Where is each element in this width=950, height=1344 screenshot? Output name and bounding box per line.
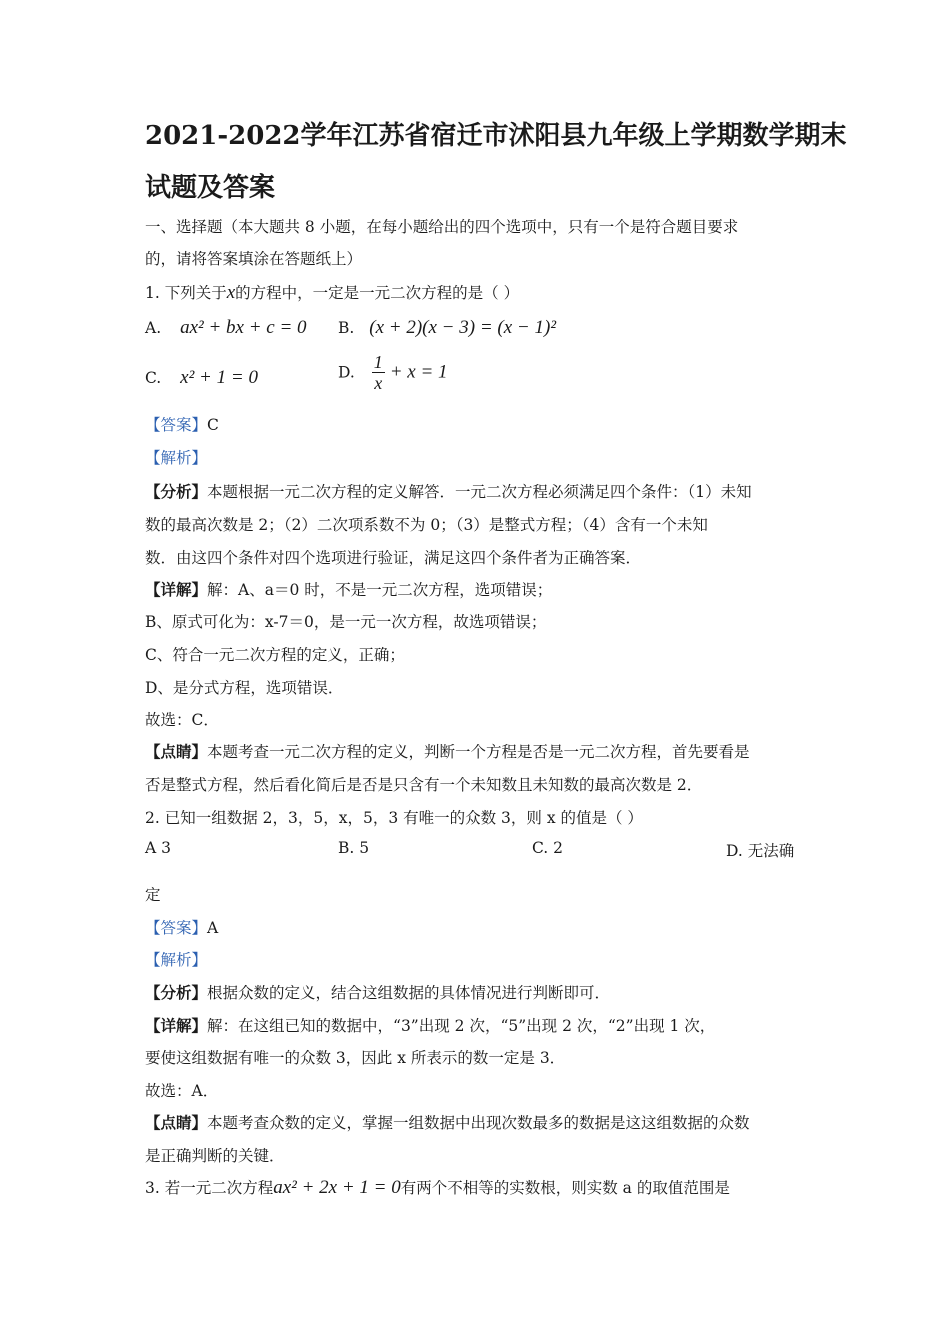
q1-option-d-fraction: $\frac{1}{x}$ bbox=[373, 352, 383, 393]
q2-xiangjie-line2: 要使这组数据有唯一的众数 3，因此 x 所表示的数一定是 3． bbox=[145, 1049, 566, 1067]
section-heading-line1: 一、选择题（本大题共 8 小题，在每小题给出的四个选项中，只有一个是符合题目要求 bbox=[145, 218, 739, 236]
q1-option-d-expr: + x = 1 bbox=[389, 361, 448, 383]
q2-option-a: A 3 bbox=[145, 839, 171, 857]
q1-option-b-expr: (x + 2)(x − 3) = (x − 1)² bbox=[369, 317, 557, 338]
q2-option-b: B. 5 bbox=[338, 839, 370, 857]
q2-dianjing-line2: 是正确判断的关键． bbox=[145, 1147, 285, 1165]
q2-dianjing-line1: 【点睛】本题考查众数的定义，掌握一组数据中出现次数最多的数据是这这组数据的众数 bbox=[145, 1113, 750, 1132]
q1-option-c: C. x² + 1 = 0 bbox=[145, 367, 258, 388]
q1-dianjing-line2: 否是整式方程，然后看化简后是否是只含有一个未知数且未知数的最高次数是 2． bbox=[145, 776, 703, 794]
q1-stem: 1. 下列关于x的方程中，一定是一元二次方程的是（ ） bbox=[145, 282, 520, 303]
q1-option-b: B. (x + 2)(x − 3) = (x − 1)² bbox=[338, 317, 557, 338]
q2-option-c: C. 2 bbox=[532, 839, 564, 857]
q1-xiangjie-line3: C、符合一元二次方程的定义，正确； bbox=[145, 646, 405, 664]
q1-option-a: A. ax² + bx + c = 0 bbox=[145, 317, 307, 338]
q1-xiangjie-line4: D、是分式方程，选项错误． bbox=[145, 679, 344, 697]
q2-fenxi-line1: 【分析】根据众数的定义，结合这组数据的具体情况进行判断即可． bbox=[145, 983, 611, 1002]
section-heading-line2: 的，请将答案填涂在答题纸上） bbox=[145, 250, 363, 268]
q1-option-a-expr: ax² + bx + c = 0 bbox=[180, 317, 307, 338]
q2-option-d: D. 无法确 bbox=[726, 842, 795, 860]
q2-xiangjie-line1: 【详解】解：在这组已知的数据中，“3”出现 2 次，“5”出现 2 次，“2”出现 1 次， bbox=[145, 1016, 716, 1035]
q2-answer: 【答案】A bbox=[145, 919, 219, 937]
q2-option-d-continued: 定 bbox=[145, 886, 161, 904]
q2-xiangjie-line3: 故选：A． bbox=[145, 1082, 219, 1100]
q3-stem: 3. 若一元二次方程ax² + 2x + 1 = 0有两个不相等的实数根，则实数 a 的取值范围是 bbox=[145, 1177, 730, 1198]
q1-xiangjie-line1: 【详解】解：A、a＝0 时，不是一元二次方程，选项错误； bbox=[145, 580, 553, 599]
q1-answer: 【答案】C bbox=[145, 416, 219, 434]
q1-fenxi-line2: 数的最高次数是 2；（2）二次项系数不为 0；（3）是整式方程；（4）含有一个未知 bbox=[145, 516, 708, 534]
q1-analysis-tag: 【解析】 bbox=[145, 449, 208, 467]
q1-xiangjie-line2: B、原式可化为：x-7＝0，是一元一次方程，故选项错误； bbox=[145, 613, 547, 631]
answer-tag: 【答案】 bbox=[145, 416, 208, 434]
q1-option-d: D. $\frac{1}{x}$ + x = 1 bbox=[338, 352, 448, 393]
q1-fenxi-line1: 【分析】本题根据一元二次方程的定义解答．一元二次方程必须满足四个条件：（1）未知 bbox=[145, 482, 752, 501]
document-title-line1: 2021-2022学年江苏省宿迁市沭阳县九年级上学期数学期末 bbox=[145, 121, 847, 151]
q3-stem-expr: ax² + 2x + 1 = 0 bbox=[273, 1177, 401, 1198]
q2-analysis-tag: 【解析】 bbox=[145, 951, 208, 969]
q1-fenxi-line3: 数．由这四个条件对四个选项进行验证，满足这四个条件者为正确答案． bbox=[145, 549, 642, 567]
q1-option-c-expr: x² + 1 = 0 bbox=[180, 367, 258, 388]
q2-stem: 2. 已知一组数据 2，3，5，x，5，3 有唯一的众数 3，则 x 的值是（ ） bbox=[145, 809, 643, 827]
q1-stem-variable: x bbox=[226, 282, 236, 303]
q1-xiangjie-line5: 故选：C． bbox=[145, 711, 219, 729]
q1-dianjing-line1: 【点睛】本题考查一元二次方程的定义，判断一个方程是否是一元二次方程，首先要看是 bbox=[145, 742, 750, 761]
answer-tag: 【答案】 bbox=[145, 919, 208, 937]
document-title-line2: 试题及答案 bbox=[145, 173, 276, 203]
